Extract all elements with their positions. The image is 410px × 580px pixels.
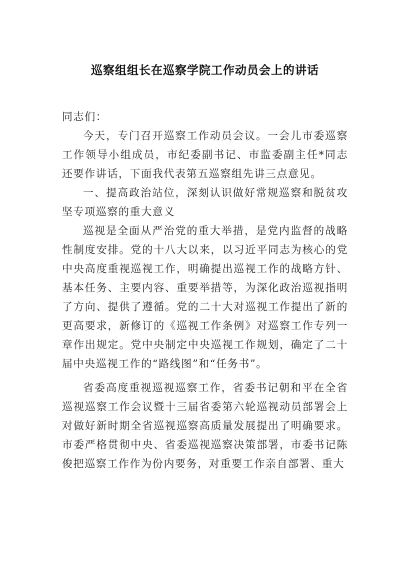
- paragraph-provincial-committee: 省委高度重视巡视巡察工作，省委书记朝和平在全省巡视巡察工作会议暨十三届省委第六轮巡视动员部署会上对做好新时期全省巡视巡察高质量发展提出了明确要求。市委严格贯彻中央、省委巡视巡察决策部署，市委书记陈俊把巡察工作作为份内要务，对重要工作亲自部署、重大: [62, 382, 348, 470]
- salutation: 同志们：: [62, 111, 108, 123]
- document-title: 巡察组组长在巡察学院工作动员会上的讲话: [91, 63, 319, 77]
- section-heading-one: 一、提高政治站位，深刻认识做好常规巡察和脱贫攻坚专项巡察的重大意义: [62, 187, 348, 218]
- paragraph-inspection-significance: 巡视是全面从严治党的重大举措，是党内监督的战略性制度安排。党的十八大以来，以习近平同志为核心的党中央高度重视巡视工作，明确提出巡视工作的战略方针、基本任务、主要内容、重要举措等，为深化政治巡视指明了方向、提供了遵循。党的二十大对巡视工作提出了新的更高要求，新修订的《巡视工作条例》对巡察工作专列一章作出规定。党中央制定中央巡视工作规划，确定了二十届中央巡视工作的“路线图”和“任务书”。: [62, 225, 348, 370]
- paragraph-opening: 今天，专门召开巡察工作动员会议。一会儿市委巡察工作领导小组成员，市纪委副书记、市监委副主任*同志还要作讲话，下面我代表第五巡察组先讲三点意见。: [62, 130, 348, 180]
